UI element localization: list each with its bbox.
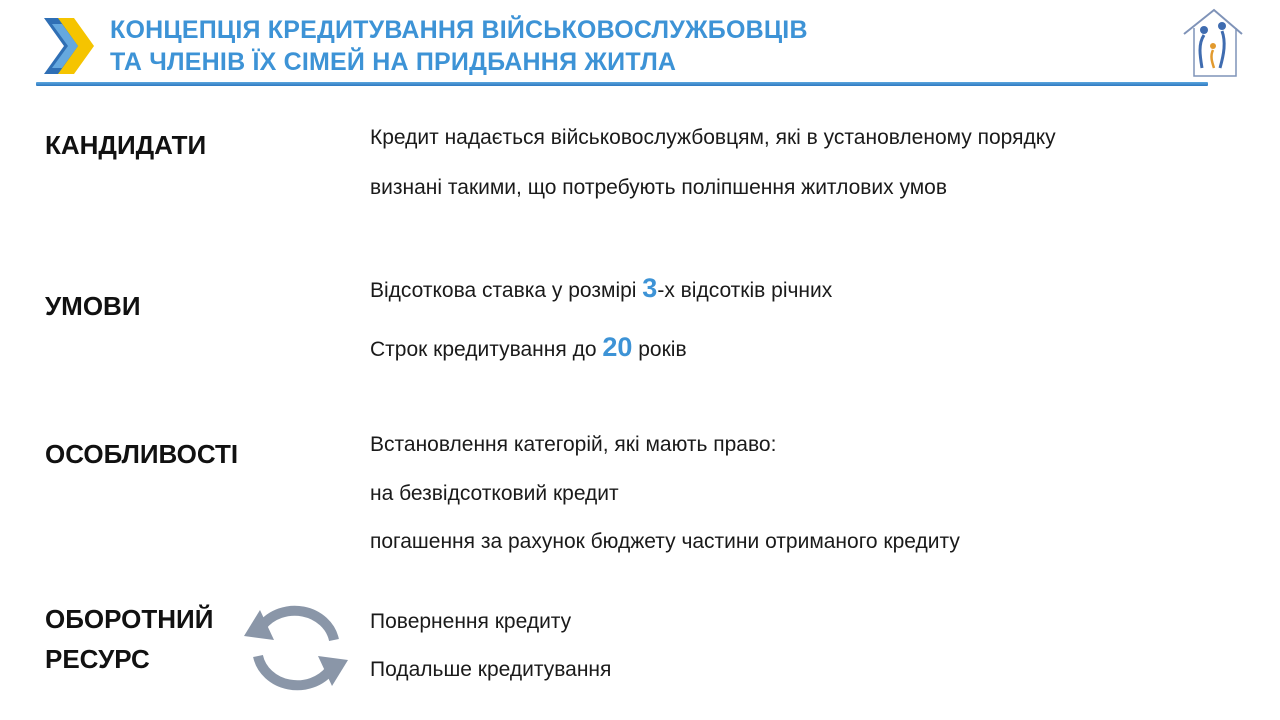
features-line-3: погашення за рахунок бюджету частини отриманого кредиту — [370, 530, 960, 553]
rate-suffix: -х відсотків річних — [657, 279, 833, 302]
candidates-line-1: Кредит надається військовослужбовцям, які в установленому порядку — [370, 126, 1056, 149]
conditions-rate — [370, 274, 832, 305]
revolving-line-2: Подальше кредитування — [370, 658, 612, 681]
conditions-term — [370, 333, 687, 364]
term-value: 20 — [602, 332, 633, 362]
rate-value: 3 — [642, 273, 658, 303]
title-line-2: ТА ЧЛЕНІВ ЇХ СІМЕЙ НА ПРИДБАННЯ ЖИТЛА — [110, 48, 677, 76]
heading-revolving-line-1: ОБОРОТНИЙ — [45, 604, 214, 634]
chevron-logo-icon — [42, 16, 98, 76]
heading-conditions: УМОВИ — [45, 291, 141, 321]
heading-revolving — [45, 602, 213, 676]
heading-candidates: КАНДИДАТИ — [45, 130, 207, 160]
heading-features: ОСОБЛИВОСТІ — [45, 439, 239, 469]
title-divider — [36, 82, 1208, 86]
features-line-1: Встановлення категорій, які мають право: — [370, 433, 777, 456]
term-suffix: років — [632, 338, 687, 361]
rate-prefix: Відсоткова ставка у розмірі — [370, 279, 643, 302]
family-house-icon — [1180, 4, 1244, 80]
candidates-line-2: визнані такими, що потребують поліпшення житлових умов — [370, 176, 948, 199]
term-prefix: Строк кредитування до — [370, 338, 603, 361]
heading-revolving-line-2: РЕСУРС — [45, 644, 150, 674]
revolving-line-1: Повернення кредиту — [370, 610, 572, 633]
cycle-arrows-icon — [238, 596, 354, 700]
page-title — [110, 14, 808, 78]
title-line-1: КОНЦЕПЦІЯ КРЕДИТУВАННЯ ВІЙСЬКОВОСЛУЖБОВЦІВ — [110, 16, 808, 44]
features-line-2: на безвідсотковий кредит — [370, 482, 619, 505]
